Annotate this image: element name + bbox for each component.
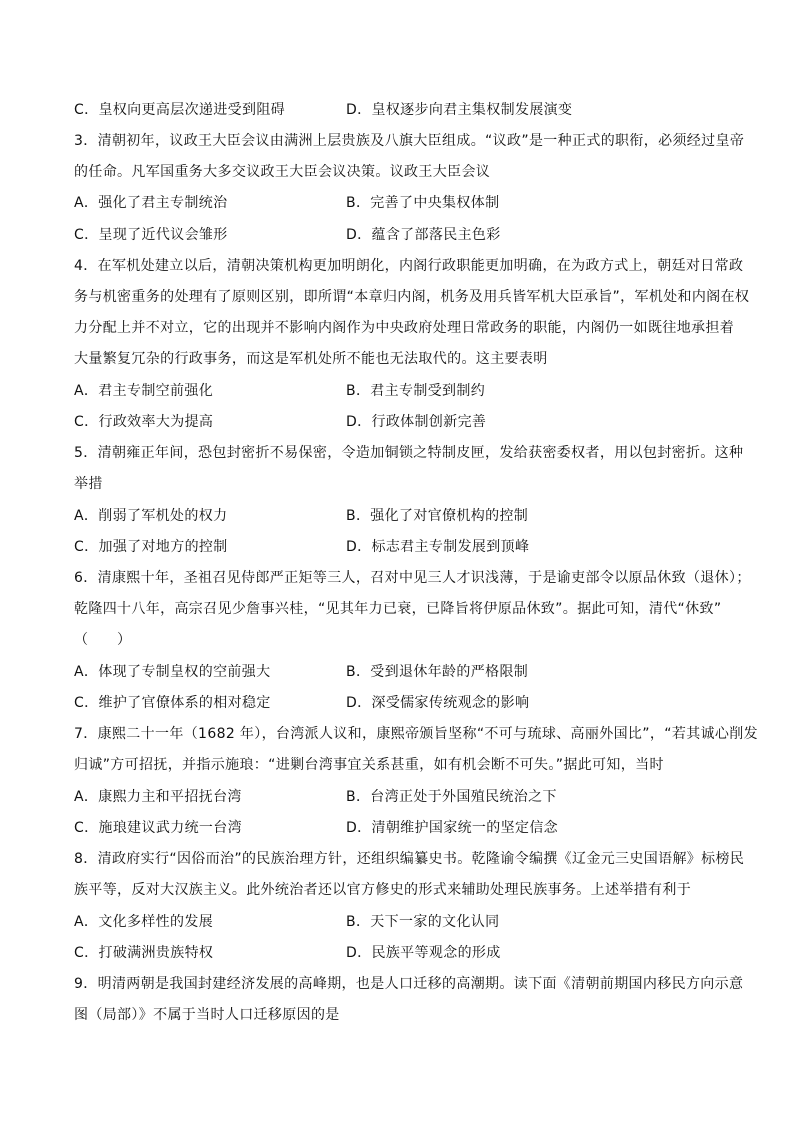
q7-stem-line-2: 归诚”方可招抚，并指示施琅：“进剿台湾事宜关系甚重，如有机会断不可失。”据此可知，当时 [74, 757, 664, 773]
q6-options-row-cd [74, 693, 726, 713]
q3-options-row-ab [74, 193, 726, 213]
q4-stem-line-3: 力分配上并不对立，它的出现并不影响内阁作为中央政府处理日常政务的职能，内阁仍一如既往地承担着 [74, 320, 735, 336]
q8-options-row-ab [74, 912, 726, 932]
q8-option-a[interactable]: A．文化多样性的发展 [74, 914, 214, 930]
q3-option-d[interactable]: D．蕴含了部落民主色彩 [346, 227, 501, 243]
q5-option-a[interactable]: A．削弱了军机处的权力 [74, 508, 228, 524]
q4-options-row-cd [74, 412, 726, 432]
q2-option-d[interactable]: D．皇权逐步向君主集权制发展演变 [346, 102, 573, 118]
q7-options-row-cd [74, 818, 726, 838]
q5-options-row-cd [74, 537, 726, 557]
q6-answer-blank: （ ） [74, 632, 132, 648]
q3-options-row-cd [74, 225, 726, 245]
q5-stem-line-1: 5．清朝雍正年间，恐包封密折不易保密，令造加铜锁之特制皮匣，发给获密委权者，用以包封密折。这种 [74, 445, 744, 461]
q8-option-c[interactable]: C．打破满洲贵族特权 [74, 945, 214, 961]
q8-option-d[interactable]: D．民族平等观念的形成 [346, 945, 501, 961]
q7-option-c[interactable]: C．施琅建议武力统一台湾 [74, 820, 242, 836]
q7-option-d[interactable]: D．清朝维护国家统一的坚定信念 [346, 820, 559, 836]
q4-options-row-ab [74, 381, 726, 401]
q7-options-row-ab [74, 787, 726, 807]
q4-option-d[interactable]: D．行政体制创新完善 [346, 414, 487, 430]
q5-stem-line-2: 举措 [74, 476, 103, 492]
q8-option-b[interactable]: B．天下一家的文化认同 [346, 914, 500, 930]
q6-options-row-ab [74, 662, 726, 682]
q4-stem-line-1: 4．在军机处建立以后，清朝决策机构更加明朗化，内阁行政职能更加明确，在为政方式上，朝廷对日常政 [74, 258, 744, 274]
q8-stem-line-2: 族平等，反对大汉族主义。此外统治者还以官方修史的形式来辅助处理民族事务。上述举措有利于 [74, 882, 692, 898]
q7-option-a[interactable]: A．康熙力主和平招抚台湾 [74, 789, 242, 805]
q9-stem-line-1: 9．明清两朝是我国封建经济发展的高峰期，也是人口迁移的高潮期。读下面《清朝前期国内移民方向示意 [74, 976, 744, 992]
q4-option-c[interactable]: C．行政效率大为提高 [74, 414, 214, 430]
q4-option-a[interactable]: A．君主专制空前强化 [74, 383, 214, 399]
q3-stem-line-1: 3．清朝初年，议政王大臣会议由满洲上层贵族及八旗大臣组成。“议政”是一种正式的职衔，必须经过皇帝 [74, 133, 745, 149]
q7-option-b[interactable]: B．台湾正处于外国殖民统治之下 [346, 789, 557, 805]
q3-option-b[interactable]: B．完善了中央集权体制 [346, 195, 500, 211]
q6-option-a[interactable]: A．体现了专制皇权的空前强大 [74, 664, 271, 680]
q3-option-c[interactable]: C．呈现了近代议会雏形 [74, 227, 228, 243]
q5-options-row-ab [74, 506, 726, 526]
q3-option-a[interactable]: A．强化了君主专制统治 [74, 195, 228, 211]
q3-stem-line-2: 的任命。凡军国重务大多交议政王大臣会议决策。议政王大臣会议 [74, 164, 491, 180]
q8-stem-line-1: 8．清政府实行“因俗而治”的民族治理方针，还组织编纂史书。乾隆谕令编撰《辽金元三史国语解》标榜民 [74, 851, 745, 867]
q5-option-b[interactable]: B．强化了对官僚机构的控制 [346, 508, 529, 524]
q5-option-d[interactable]: D．标志君主专制发展到顶峰 [346, 539, 530, 555]
q4-stem-line-2: 务与机密重务的处理有了原则区别，即所谓“本章归内阁，机务及用兵皆军机大臣承旨”，军机处和内阁在权 [74, 289, 750, 305]
q6-stem-line-2: 乾隆四十八年，高宗召见少詹事兴桂，“见其年力已衰，已降旨将伊原品休致”。据此可知，清代“休致” [74, 601, 722, 617]
q6-option-b[interactable]: B．受到退休年龄的严格限制 [346, 664, 529, 680]
q4-option-b[interactable]: B．君主专制受到制约 [346, 383, 486, 399]
q9-stem-line-2: 图（局部）》不属于当时人口迁移原因的是 [74, 1007, 340, 1023]
q4-stem-line-4: 大量繁复冗杂的行政事务，而这是军机处所不能也无法取代的。这主要表明 [74, 351, 548, 367]
q2-option-c[interactable]: C．皇权向更高层次递进受到阻碍 [74, 102, 286, 118]
q6-option-c[interactable]: C．维护了官僚体系的相对稳定 [74, 695, 271, 711]
q8-options-row-cd [74, 943, 726, 963]
q5-option-c[interactable]: C．加强了对地方的控制 [74, 539, 228, 555]
q7-stem-line-1: 7．康熙二十一年（1682 年），台湾派人议和，康熙帝颁旨坚称“不可与琉球、高丽外国比”，“若其诚心削发 [74, 726, 758, 742]
q6-option-d[interactable]: D．深受儒家传统观念的影响 [346, 695, 530, 711]
q2-options-row-cd [74, 100, 726, 120]
q6-stem-line-1: 6．清康熙十年，圣祖召见侍郎严正矩等三人，召对中见三人才识浅薄，于是谕吏部令以原品休致（退休）； [74, 570, 751, 586]
